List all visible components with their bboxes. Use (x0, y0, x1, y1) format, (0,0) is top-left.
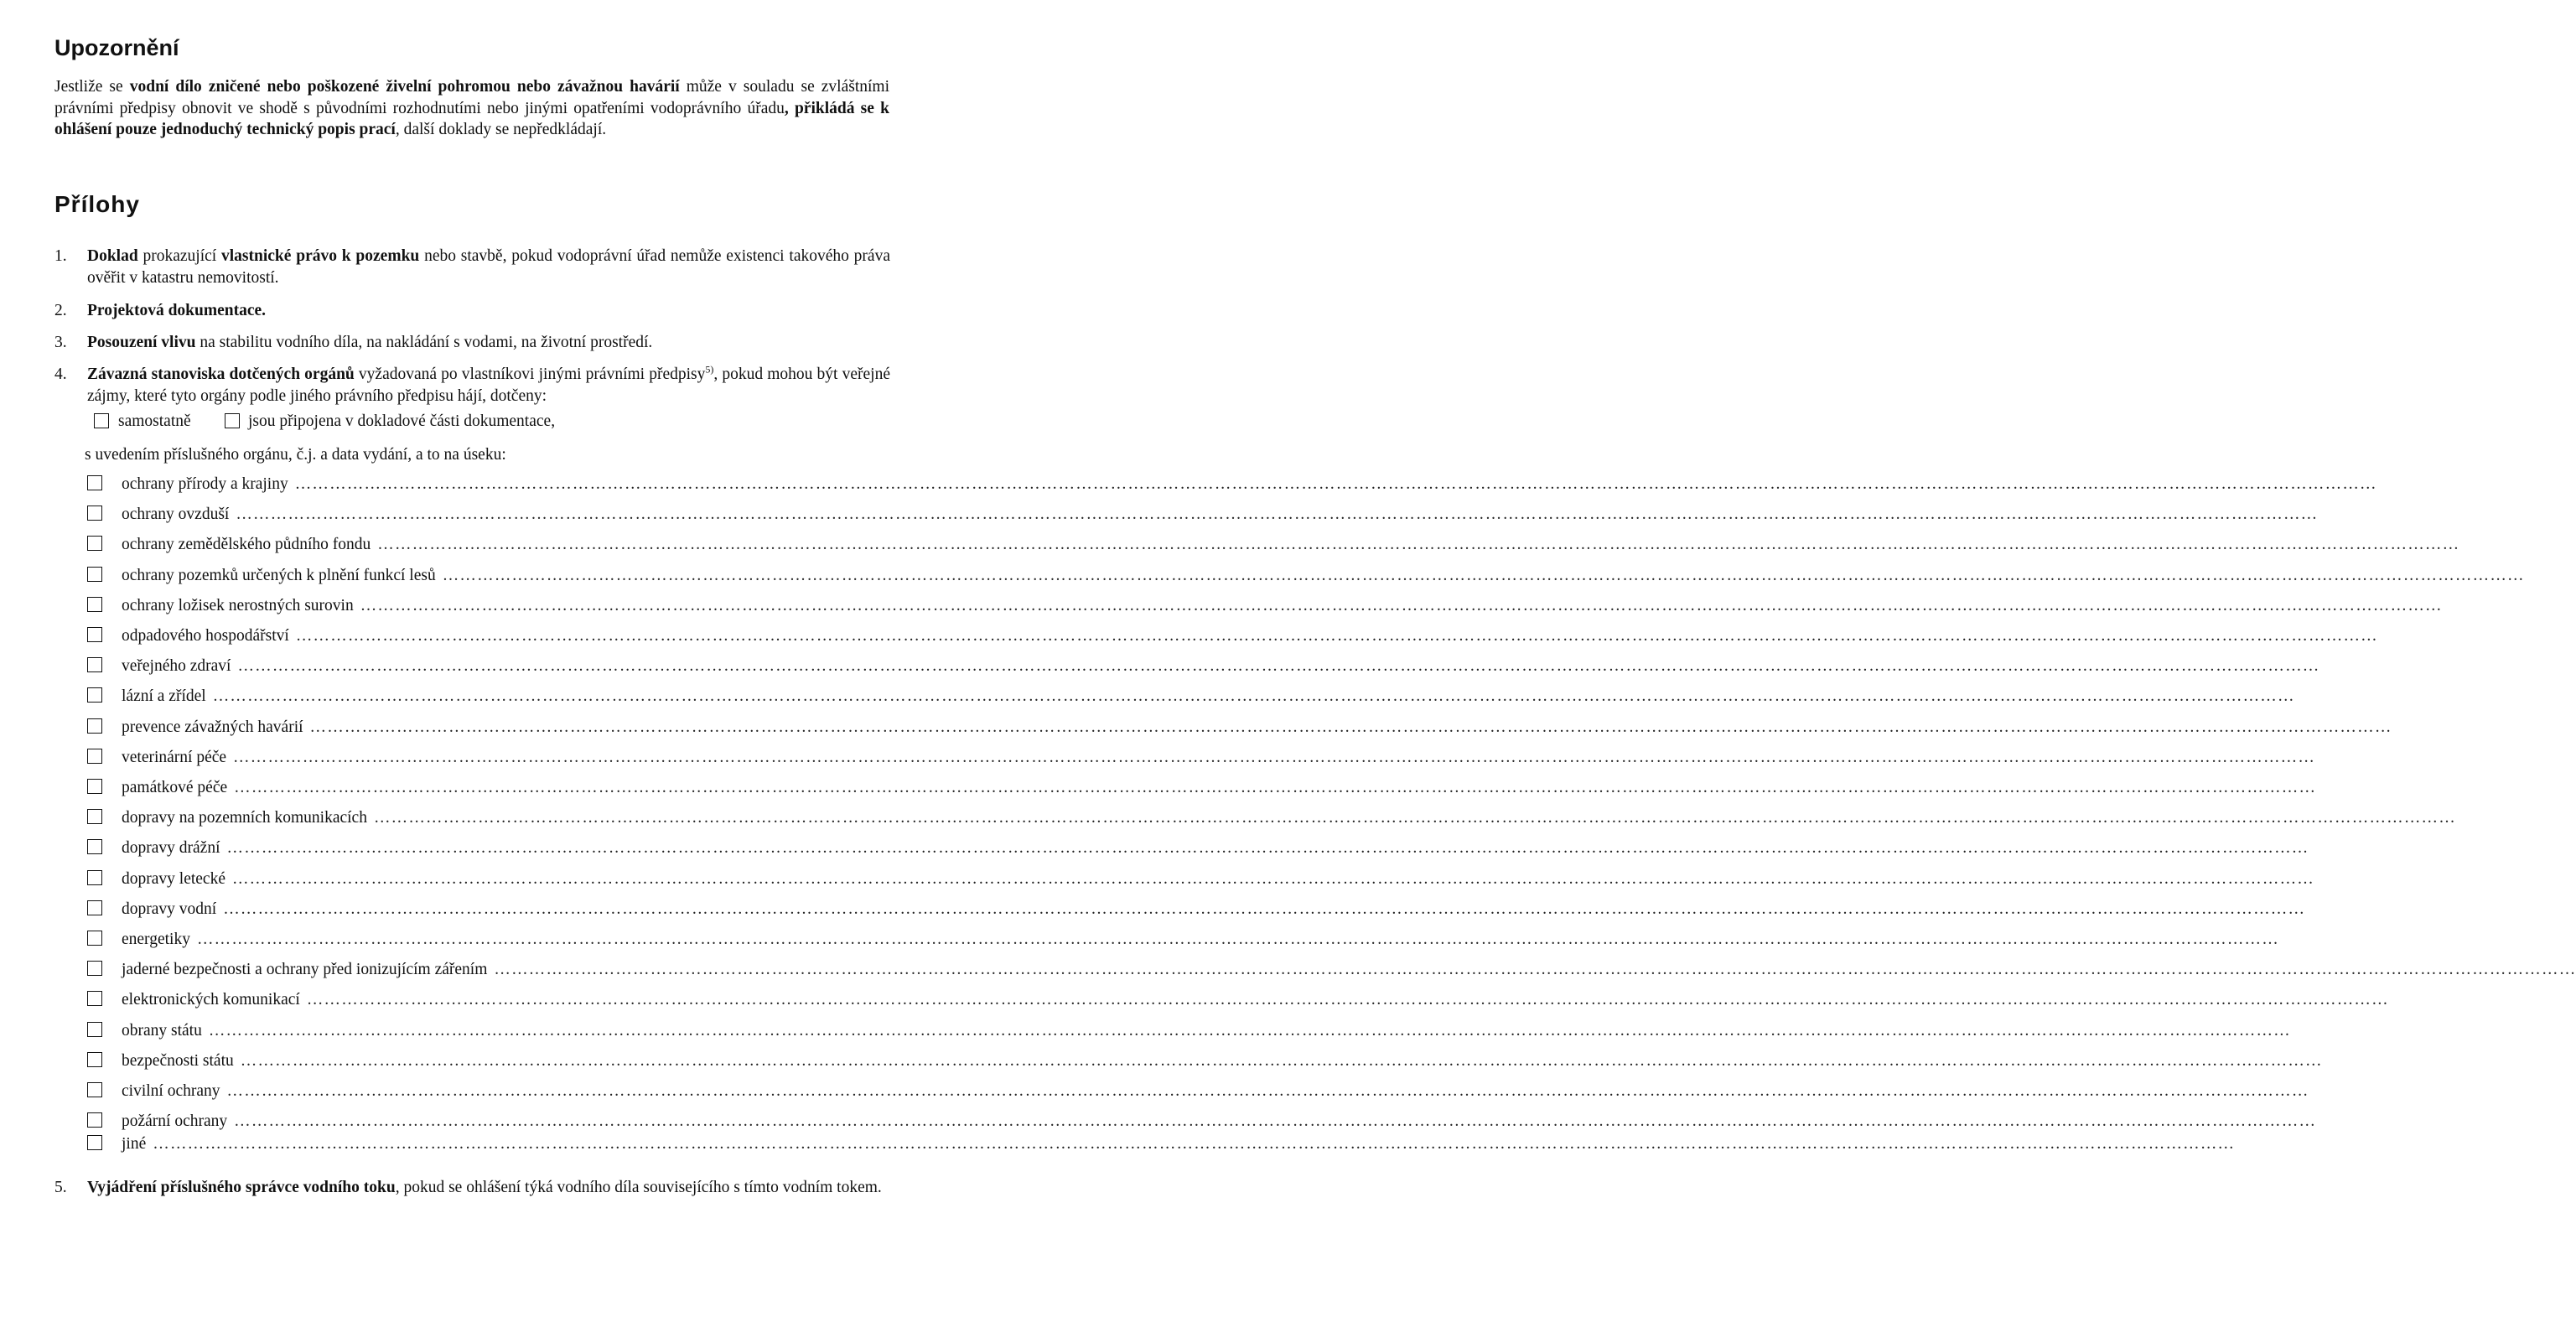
section-label: lázní a zřídel (122, 687, 213, 705)
item-5-number: 5. (54, 1179, 67, 1196)
section-label-line (122, 1051, 2323, 1071)
section-checkbox[interactable] (87, 657, 102, 672)
fill-in-dots[interactable]: ……………………………………………………………………………………………………………………………………………………………………………………………………………………………………………………………………………………………………………………………… (196, 931, 2279, 948)
section-row (87, 505, 2319, 526)
section-label-line (122, 960, 2576, 980)
item-3-text (87, 332, 890, 354)
section-label-line (122, 656, 2320, 677)
section-label-line (122, 474, 2377, 495)
item-1-number: 1. (54, 247, 67, 265)
fill-in-dots[interactable]: ……………………………………………………………………………………………………………………………………………………………………………………………………………………………………………………………………………………………………………………………… (309, 718, 2392, 736)
section-label-line (122, 808, 2456, 828)
section-row (87, 1112, 2317, 1133)
fill-in-dots[interactable]: ……………………………………………………………………………………………………………………………………………………………………………………………………………………………………………………………………………………………………………………………… (234, 779, 2317, 796)
section-label: dopravy drážní (122, 839, 227, 857)
section-row (87, 869, 2314, 891)
attachments-heading: Přílohy (54, 191, 140, 217)
fill-in-dots[interactable]: ……………………………………………………………………………………………………………………………………………………………………………………………………………………………………………………………………………………………………………………………… (494, 961, 2576, 979)
section-label-line (122, 535, 2460, 555)
section-row (87, 474, 2377, 496)
fill-in-dots[interactable]: ……………………………………………………………………………………………………………………………………………………………………………………………………………………………………………………………………………………………………………………………… (226, 1082, 2309, 1100)
section-label-line (122, 596, 2443, 616)
section-row (87, 566, 2525, 588)
section-label-line (122, 1081, 2309, 1102)
section-checkbox[interactable] (87, 809, 102, 824)
section-checkbox[interactable] (87, 627, 102, 642)
section-checkbox[interactable] (87, 718, 102, 734)
fill-in-dots[interactable]: ……………………………………………………………………………………………………………………………………………………………………………………………………………………………………………………………………………………………………………………………… (212, 687, 2295, 706)
fill-in-dots[interactable]: ……………………………………………………………………………………………………………………………………………………………………………………………………………………………………………………………………………………………………………………………… (240, 1051, 2323, 1070)
option-attached-label: jsou připojena v dokladové části dokumentace, (248, 412, 556, 430)
section-label: ochrany přírody a krajiny (122, 475, 295, 493)
warning-paragraph (54, 76, 889, 141)
section-label: obrany státu (122, 1022, 209, 1040)
section-label: jaderné bezpečnosti a ochrany před ionizujícím zářením (122, 961, 494, 978)
fill-in-dots[interactable]: ……………………………………………………………………………………………………………………………………………………………………………………………………………………………………………………………………………………………………………………………… (442, 566, 2525, 584)
section-label: prevence závažných havárií (122, 718, 310, 736)
section-checkbox[interactable] (87, 567, 102, 582)
item-4-bold-1: Závazná stanoviska dotčených orgánů (87, 366, 355, 383)
item-3-bold-1: Posouzení vlivu (87, 334, 196, 351)
section-row (87, 626, 2378, 648)
section-label-line (122, 990, 2389, 1010)
sections-intro: s uvedením příslušného orgánu, č.j. a data vydání, a to na úseku: (85, 446, 506, 464)
section-row (87, 718, 2392, 739)
checkbox-attached[interactable] (225, 413, 240, 428)
item-4-number: 4. (54, 366, 67, 383)
section-row (87, 900, 2306, 921)
section-checkbox[interactable] (87, 991, 102, 1006)
section-label: elektronických komunikací (122, 991, 307, 1008)
section-label: dopravy letecké (122, 870, 232, 888)
item-3-text-1: na stabilitu vodního díla, na nakládání s vodami, na životní prostředí. (195, 334, 653, 351)
section-label-line (122, 718, 2392, 738)
item-5-bold-1: Vyjádření příslušného správce vodního toku (87, 1179, 396, 1196)
section-row (87, 778, 2317, 800)
section-label: ochrany zemědělského půdního fondu (122, 536, 377, 553)
fill-in-dots[interactable]: ……………………………………………………………………………………………………………………………………………………………………………………………………………………………………………………………………………………………………………………………… (360, 596, 2443, 614)
item-2-text (87, 300, 890, 322)
fill-in-dots[interactable]: ……………………………………………………………………………………………………………………………………………………………………………………………………………………………………………………………………………………………………………………………… (295, 627, 2378, 645)
fill-in-dots[interactable]: ……………………………………………………………………………………………………………………………………………………………………………………………………………………………………………………………………………………………………………………………… (208, 1021, 2291, 1040)
fill-in-dots[interactable]: ……………………………………………………………………………………………………………………………………………………………………………………………………………………………………………………………………………………………………………………………… (294, 475, 2377, 493)
section-label-line (122, 1112, 2317, 1132)
section-label-line (122, 930, 2279, 950)
section-label: dopravy na pozemních komunikacích (122, 809, 374, 827)
section-checkbox[interactable] (87, 749, 102, 764)
item-2-bold-1: Projektová dokumentace. (87, 302, 267, 319)
warning-heading: Upozornění (54, 35, 179, 60)
section-row (87, 960, 2576, 982)
item-1-bold-2: vlastnické právo k pozemku (221, 247, 420, 265)
fill-in-dots[interactable]: ……………………………………………………………………………………………………………………………………………………………………………………………………………………………………………………………………………………………………………………………… (153, 1135, 2236, 1153)
section-checkbox[interactable] (87, 506, 102, 521)
section-checkbox[interactable] (87, 961, 102, 976)
fill-in-dots[interactable]: ……………………………………………………………………………………………………………………………………………………………………………………………………………………………………………………………………………………………………………………………… (377, 536, 2460, 554)
section-row (87, 596, 2443, 618)
section-label-line (122, 505, 2319, 525)
section-label: požární ochrany (122, 1112, 234, 1130)
section-checkbox[interactable] (87, 1112, 102, 1128)
section-checkbox[interactable] (87, 839, 102, 854)
section-checkbox[interactable] (87, 1082, 102, 1097)
section-row (87, 748, 2316, 770)
section-row (87, 1051, 2323, 1073)
section-checkbox[interactable] (87, 1135, 102, 1150)
fill-in-dots[interactable]: ……………………………………………………………………………………………………………………………………………………………………………………………………………………………………………………………………………………………………………………………… (236, 506, 2319, 524)
item-1-text-1: prokazující (137, 247, 222, 265)
section-row (87, 656, 2320, 678)
section-checkbox[interactable] (87, 931, 102, 946)
warning-text-1: Jestliže se (54, 78, 130, 96)
section-row (87, 990, 2389, 1012)
section-row (87, 930, 2279, 951)
section-checkbox[interactable] (87, 900, 102, 915)
section-label-line (122, 1021, 2291, 1041)
item-1-bold-1: Doklad (87, 247, 138, 265)
warning-bold-2: , přikládá se k ohlášení pouze jednoduchý technický popis prací (54, 99, 889, 138)
section-row (87, 1134, 2236, 1156)
section-label: památkové péče (122, 779, 234, 796)
section-label: ochrany ovzduší (122, 506, 236, 523)
section-label: bezpečnosti státu (122, 1052, 241, 1070)
section-checkbox[interactable] (87, 475, 102, 490)
item-5-text-1: , pokud se ohlášení týká vodního díla souvisejícího s tímto vodním tokem. (395, 1179, 882, 1196)
section-label: odpadového hospodářství (122, 627, 296, 645)
section-checkbox[interactable] (87, 536, 102, 551)
fill-in-dots[interactable]: ……………………………………………………………………………………………………………………………………………………………………………………………………………………………………………………………………………………………………………………………… (373, 809, 2456, 827)
section-label: ochrany ložisek nerostných surovin (122, 597, 360, 614)
section-label-line (122, 778, 2317, 798)
section-row (87, 687, 2295, 708)
section-label: veřejného zdraví (122, 657, 237, 675)
section-label-line (122, 838, 2309, 858)
checkbox-separately[interactable] (94, 413, 109, 428)
fill-in-dots[interactable]: ……………………………………………………………………………………………………………………………………………………………………………………………………………………………………………………………………………………………………………………………… (237, 657, 2320, 676)
warning-bold-1: vodní dílo zničené nebo poškozené živelní pohromou nebo závažnou havárií (129, 78, 680, 96)
section-label: veterinární péče (122, 749, 233, 766)
warning-text-2: může v souladu se zvláštními právními předpisy obnovit ve shodě s původními rozhodnutími nebo jinými opatřeními vodoprávního úřadu (54, 78, 889, 117)
section-label: dopravy vodní (122, 900, 223, 918)
option-separately-label: samostatně (118, 412, 191, 430)
section-label: civilní ochrany (122, 1082, 227, 1100)
item-4-text-1: vyžadovaná po vlastníkovi jinými právními předpisy (354, 366, 706, 383)
item-1-text (87, 246, 890, 288)
section-label-line (122, 900, 2306, 920)
fill-in-dots[interactable]: ……………………………………………………………………………………………………………………………………………………………………………………………………………………………………………………………………………………………………………………………… (306, 991, 2389, 1009)
section-label: ochrany pozemků určených k plnění funkcí lesů (122, 567, 443, 584)
section-checkbox[interactable] (87, 779, 102, 794)
section-checkbox[interactable] (87, 870, 102, 885)
item-5-text (87, 1177, 890, 1199)
section-label-line (122, 566, 2525, 586)
fill-in-dots[interactable]: ……………………………………………………………………………………………………………………………………………………………………………………………………………………………………………………………………………………………………………………………… (231, 869, 2314, 888)
section-checkbox[interactable] (87, 1022, 102, 1037)
footnote-ref: 5) (705, 363, 714, 376)
section-row (87, 1081, 2309, 1103)
fill-in-dots[interactable]: ……………………………………………………………………………………………………………………………………………………………………………………………………………………………………………………………………………………………………………………………… (233, 748, 2316, 766)
fill-in-dots[interactable]: ……………………………………………………………………………………………………………………………………………………………………………………………………………………………………………………………………………………………………………………………… (226, 839, 2309, 858)
item-2-number: 2. (54, 302, 67, 319)
section-label: jiné (122, 1135, 153, 1153)
section-label-line (122, 1134, 2236, 1154)
section-label-line (122, 626, 2378, 646)
warning-text-3: , další doklady se nepředkládají. (395, 121, 607, 138)
item-4-text-2: , pokud mohou být veřejné zájmy, které tyto orgány podle jiného právního předpisu hájí, dotčeny: (87, 366, 890, 405)
section-label-line (122, 748, 2316, 768)
section-label: energetiky (122, 931, 197, 948)
item-3-number: 3. (54, 334, 67, 351)
section-row (87, 838, 2309, 860)
section-label-line (122, 687, 2295, 707)
item-4-text (87, 364, 890, 407)
item-1-text-2: nebo stavbě, pokud vodoprávní úřad nemůže existenci takového práva ověřit v katastru nemovitostí. (87, 247, 890, 287)
section-row (87, 1021, 2291, 1043)
section-label-line (122, 869, 2314, 889)
section-checkbox[interactable] (87, 597, 102, 612)
section-checkbox[interactable] (87, 687, 102, 703)
fill-in-dots[interactable]: ……………………………………………………………………………………………………………………………………………………………………………………………………………………………………………………………………………………………………………………………… (223, 900, 2306, 918)
section-row (87, 535, 2460, 557)
fill-in-dots[interactable]: ……………………………………………………………………………………………………………………………………………………………………………………………………………………………………………………………………………………………………………………………… (234, 1112, 2317, 1131)
section-row (87, 808, 2456, 830)
section-checkbox[interactable] (87, 1052, 102, 1067)
